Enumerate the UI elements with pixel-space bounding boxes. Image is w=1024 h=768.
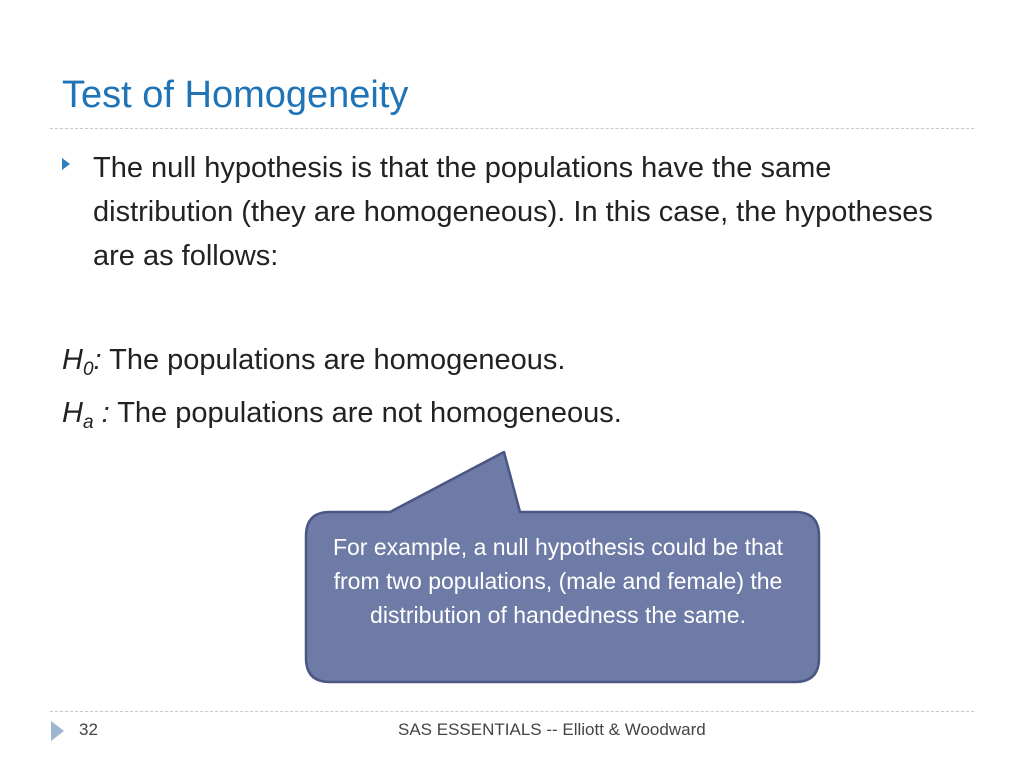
null-hypothesis	[62, 340, 565, 380]
bullet-text: The null hypothesis is that the populations have the same distribution (they are homogeneous). In this case, the hypotheses are as follows:	[93, 152, 933, 272]
h0-subscript: 0	[82, 359, 94, 380]
title-divider	[50, 128, 974, 129]
h0-symbol: H	[62, 344, 83, 376]
slide-title: Test of Homogeneity	[62, 74, 409, 116]
bullet-triangle-icon	[62, 158, 70, 170]
footer-text: SAS ESSENTIALS -- Elliott & Woodward	[398, 720, 706, 739]
alternative-hypothesis	[62, 393, 622, 433]
h0-text: The populations are homogeneous.	[109, 344, 566, 376]
bullet-item	[62, 146, 972, 278]
callout-text: For example, a null hypothesis could be that from two populations, (male and female) the distribution of handedness the same.	[332, 534, 784, 628]
ha-text: The populations are not homogeneous.	[117, 397, 622, 429]
footer-triangle-icon	[51, 721, 64, 741]
ha-colon: :	[101, 397, 110, 429]
page-number: 32	[79, 720, 98, 739]
h0-colon: :	[93, 344, 102, 376]
ha-symbol: H	[62, 397, 83, 429]
ha-subscript: a	[82, 412, 94, 433]
footer-divider	[50, 711, 974, 712]
